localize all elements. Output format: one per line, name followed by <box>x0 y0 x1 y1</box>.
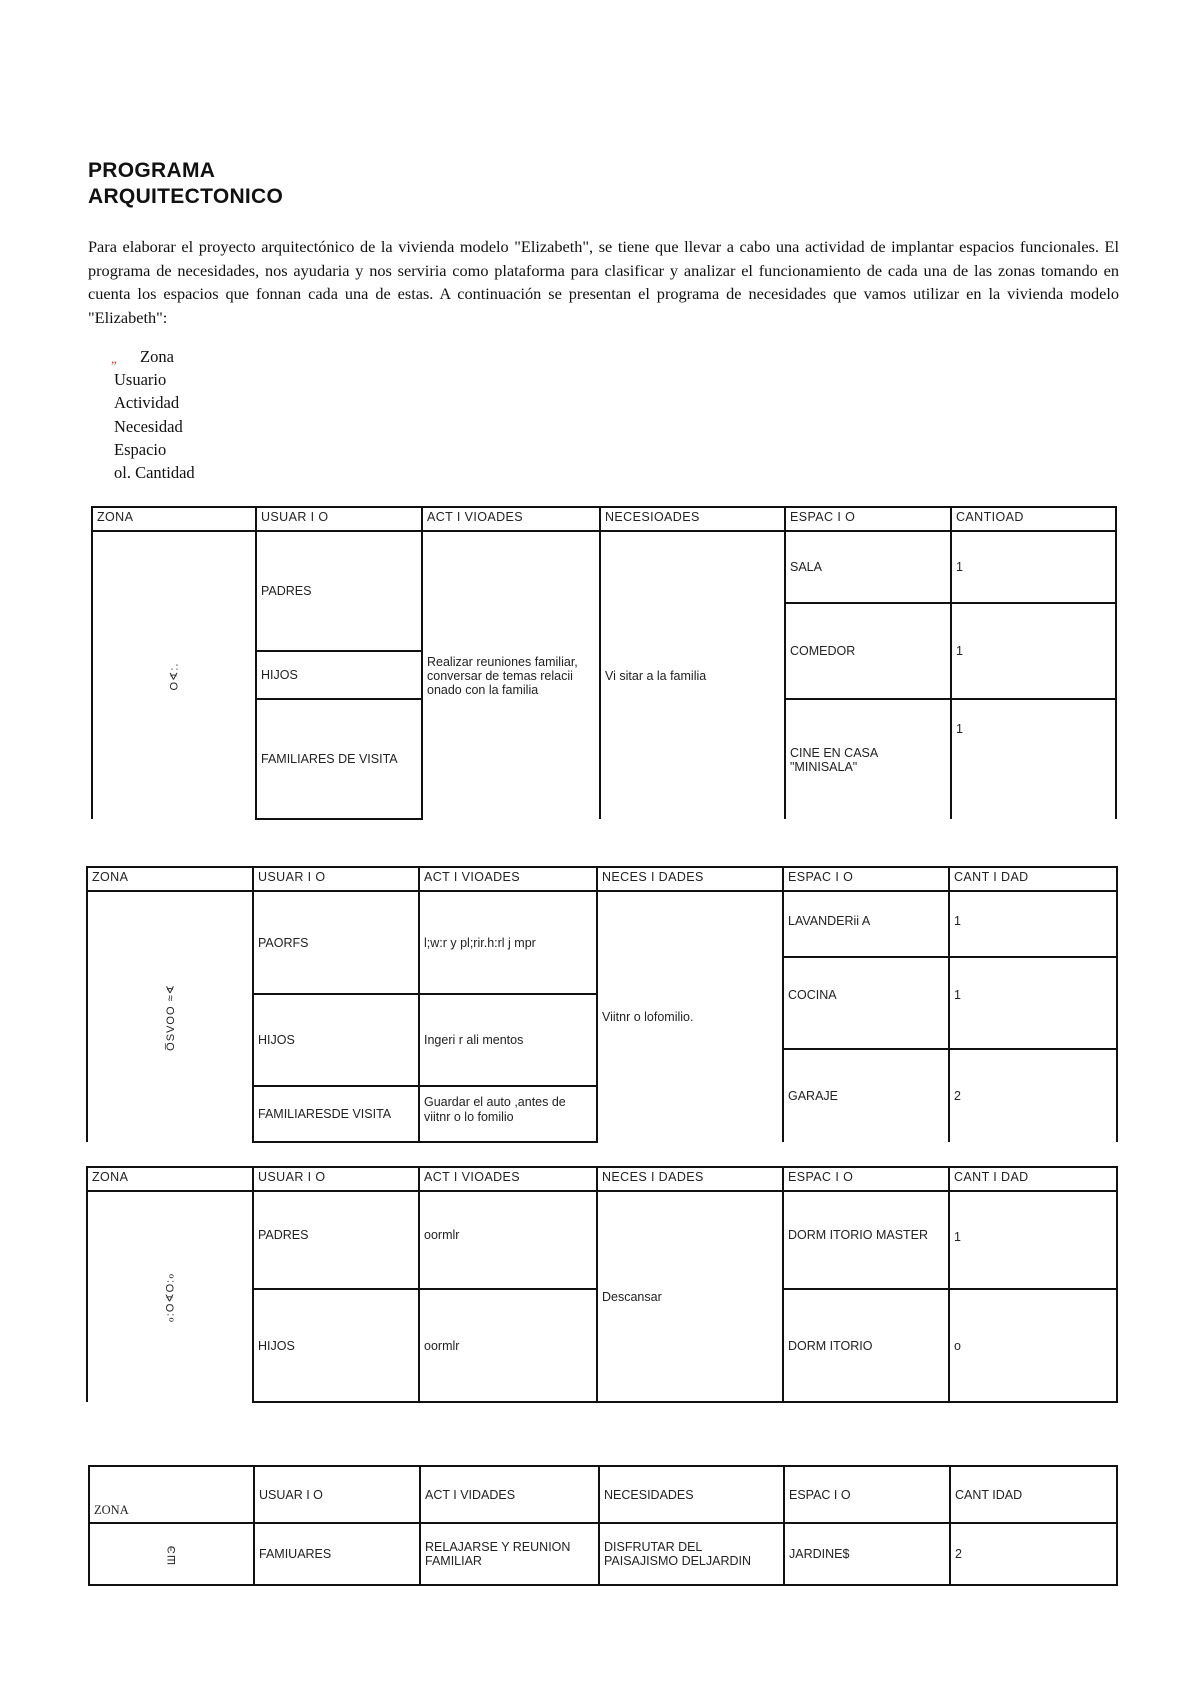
activity-cell: RELAJARSE Y REUNION FAMILIAR <box>420 1523 599 1585</box>
activity-cell: oormlr <box>419 1289 597 1402</box>
col-header-necesidades: NECESIDADES <box>599 1466 784 1523</box>
activity-cell: oormlr <box>419 1191 597 1289</box>
col-header-espacio: ESPAC I O <box>785 507 951 531</box>
col-header-zona: ZONA <box>87 1167 253 1191</box>
activity-cell: l;w:r y pl;rir.h:rl j mpr <box>419 891 597 994</box>
list-item: Necesidad <box>114 416 183 436</box>
qty-cell: 1 <box>949 891 1117 957</box>
col-header-cantidad: CANTIOAD <box>951 507 1116 531</box>
col-header-necesidades: NECES I DADES <box>597 867 783 891</box>
activity-cell: Realizar reuniones familiar, conversar de temas relacii onado con la familia <box>422 531 600 819</box>
space-cell: DORM ITORIO MASTER <box>783 1191 949 1289</box>
space-cell: DORM ITORIO <box>783 1289 949 1402</box>
col-header-espacio: ESPAC I O <box>783 867 949 891</box>
user-cell: PAORFS <box>253 891 419 994</box>
table-row <box>87 891 1117 957</box>
col-header-necesidades: NECESIOADES <box>600 507 785 531</box>
col-header-usuario: USUAR I O <box>256 507 422 531</box>
table-header-row <box>87 867 1117 891</box>
col-header-usuario: USUAR I O <box>253 1167 419 1191</box>
table-header-row <box>92 507 1116 531</box>
qty-cell: 1 <box>951 603 1116 699</box>
col-header-zona: ZONA <box>87 867 253 891</box>
col-header-espacio: ESPAC I O <box>783 1167 949 1191</box>
list-item: ol. Cantidad <box>114 463 195 483</box>
need-cell: DISFRUTAR DEL PAISAJISMO DELJARDIN <box>599 1523 784 1585</box>
list-item: „ Zona <box>114 345 195 368</box>
activity-cell: Ingeri r ali mentos <box>419 994 597 1086</box>
program-table-4 <box>88 1465 1118 1586</box>
user-cell: FAMILIARES DE VISITA <box>256 699 422 819</box>
program-table-1 <box>91 506 1117 820</box>
qty-cell: 1 <box>949 957 1117 1049</box>
list-item: Espacio <box>114 439 167 459</box>
intro-paragraph: Para elaborar el proyecto arquitectónico de la vivienda modelo "Elizabeth", se tiene que llevar a cabo una actividad de implantar espacios funcionales. El programa de necesidades, nos ayudaria y nos serviria como plataforma para clasificar y analizar el funcionamiento de cada una de las zonas tomando en cuenta los espacios que fonnan cada una de estas. A continuación se presentan el programa de necesidades que vamos utilizar en la vivienda modelo "Elizabeth": <box>88 237 1119 327</box>
table-header-row <box>87 1167 1117 1191</box>
table-row <box>89 1523 1117 1585</box>
space-cell: COMEDOR <box>785 603 951 699</box>
bullet-icon: „ <box>111 351 117 366</box>
qty-cell: 1 <box>951 531 1116 603</box>
space-cell: JARDINE$ <box>784 1523 950 1585</box>
title-line-2: ARQUITECTONICO <box>88 185 284 208</box>
table-row <box>92 531 1116 603</box>
col-header-zona: ZONA <box>92 507 256 531</box>
title-line-1: PROGRAMA <box>88 159 216 182</box>
table-row <box>87 1191 1117 1289</box>
col-header-actividades: ACT I VIDADES <box>420 1466 599 1523</box>
col-header-usuario: USUAR I O <box>254 1466 420 1523</box>
zone-cell: ℴ:O∢O:ℴ <box>87 1191 253 1402</box>
user-cell: FAMIUARES <box>254 1523 420 1585</box>
criteria-list <box>111 345 195 484</box>
col-header-actividades: ACT I VIOADES <box>419 867 597 891</box>
col-header-cantidad: CANT I DAD <box>949 1167 1117 1191</box>
user-cell: HIJOS <box>253 1289 419 1402</box>
list-item: Actividad <box>114 393 180 413</box>
zone-cell: ШЭ <box>89 1523 254 1585</box>
need-cell: Vi sitar a la familia <box>600 531 785 819</box>
space-cell: CINE EN CASA "MINISALA" <box>785 699 951 819</box>
program-table-3 <box>86 1166 1118 1403</box>
table-header-row <box>89 1466 1117 1523</box>
activity-cell: Guardar el auto ,antes de viitnr o lo fomilio <box>419 1086 597 1142</box>
col-header-zona: ZONA <box>89 1466 254 1523</box>
col-header-cantidad: CANT IDAD <box>950 1466 1117 1523</box>
user-cell: HIJOS <box>253 994 419 1086</box>
qty-cell: 2 <box>949 1049 1117 1142</box>
col-header-actividades: ACT I VIOADES <box>419 1167 597 1191</box>
user-cell: PADRES <box>256 531 422 651</box>
program-table-2 <box>86 866 1118 1143</box>
user-cell: HIJOS <box>256 651 422 699</box>
qty-cell: 2 <box>950 1523 1117 1585</box>
list-item: Usuario <box>114 370 167 390</box>
space-cell: SALA <box>785 531 951 603</box>
zone-cell: O∢:. <box>92 531 256 819</box>
user-cell: PADRES <box>253 1191 419 1289</box>
page-title <box>88 158 283 210</box>
col-header-necesidades: NECES I DADES <box>597 1167 783 1191</box>
col-header-espacio: ESPAC I O <box>784 1466 950 1523</box>
qty-cell: 1 <box>951 699 1116 819</box>
user-cell: FAMILIARESDE VISITA <box>253 1086 419 1142</box>
space-cell: LAVANDERii A <box>783 891 949 957</box>
col-header-usuario: USUAR I O <box>253 867 419 891</box>
need-cell: Viitnr o lofomilio. <box>597 891 783 1142</box>
col-header-actividades: ACT I VIOADES <box>422 507 600 531</box>
qty-cell: o <box>949 1289 1117 1402</box>
zone-cell: O̅SVOO ≈∢ <box>87 891 253 1142</box>
need-cell: Descansar <box>597 1191 783 1402</box>
space-cell: COCINA <box>783 957 949 1049</box>
qty-cell: 1 <box>949 1191 1117 1289</box>
col-header-cantidad: CANT I DAD <box>949 867 1117 891</box>
space-cell: GARAJE <box>783 1049 949 1142</box>
